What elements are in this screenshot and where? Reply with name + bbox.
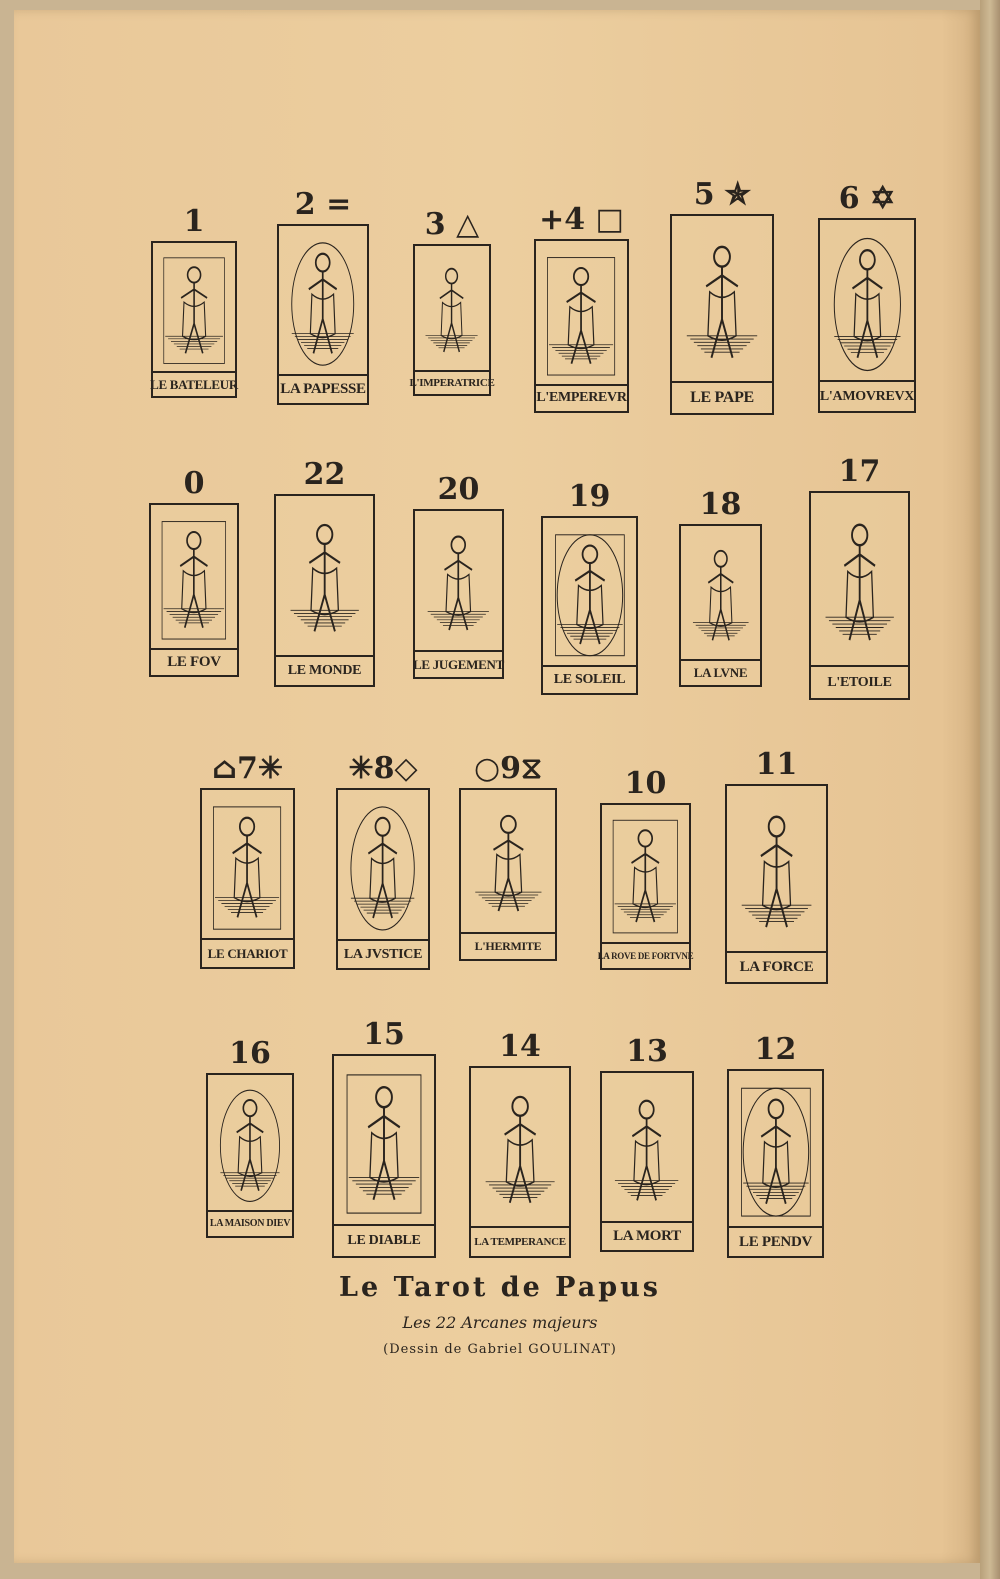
card-frame	[409, 244, 495, 396]
card-number: 10	[624, 766, 667, 801]
card-frame	[200, 788, 295, 969]
card-name: LA TEMPERANCE	[471, 1226, 569, 1256]
card-frame	[670, 214, 774, 415]
card-number: 16	[229, 1036, 271, 1071]
card-illustration	[282, 505, 367, 652]
card-number: 1	[183, 204, 205, 239]
tarot-card	[818, 182, 916, 413]
card-number: 17	[838, 454, 881, 489]
card-frame	[818, 218, 916, 413]
tarot-card	[534, 203, 629, 413]
card-name: L'IMPERATRICE	[415, 370, 489, 394]
card-name: LE BATELEUR	[153, 371, 235, 396]
card-illustration	[735, 1080, 817, 1224]
tarot-card	[469, 1030, 571, 1258]
tarot-card	[727, 1033, 824, 1258]
card-frame	[534, 239, 629, 413]
card-illustration	[541, 250, 621, 383]
card-frame	[459, 788, 557, 961]
card-name: LE CHARIOT	[202, 938, 293, 967]
tarot-card	[151, 205, 237, 398]
card-name: LA PAPESSE	[279, 374, 367, 403]
tarot-card	[332, 1018, 436, 1258]
card-name: LA MORT	[602, 1221, 692, 1250]
card-illustration	[213, 1083, 287, 1209]
card-illustration	[340, 1066, 428, 1222]
card-number: ○9⧖	[473, 751, 543, 786]
card-illustration	[420, 519, 497, 648]
card-illustration	[733, 796, 820, 949]
card-illustration	[826, 230, 909, 379]
card-illustration	[607, 1082, 686, 1220]
card-frame	[600, 1071, 694, 1252]
card-name: LE PAPE	[672, 381, 772, 413]
tarot-card	[336, 752, 430, 970]
card-number: 12	[754, 1032, 797, 1067]
card-number: 15	[363, 1017, 405, 1052]
card-illustration	[549, 527, 631, 664]
card-number: 22	[303, 457, 346, 492]
card-number: 14	[499, 1029, 541, 1064]
tarot-card	[670, 178, 774, 415]
card-frame	[274, 494, 375, 687]
card-frame	[725, 784, 828, 984]
card-illustration	[419, 253, 484, 368]
card-illustration	[343, 799, 422, 938]
card-name: LA FORCE	[727, 951, 826, 982]
card-name: LE FOV	[151, 648, 237, 676]
card-frame	[727, 1069, 824, 1258]
card-name: LE DIABLE	[334, 1224, 434, 1256]
card-name: LA ROVE DE FORTVNE	[602, 942, 689, 968]
tarot-card	[809, 455, 910, 700]
card-number: 18	[699, 487, 742, 522]
tarot-card	[413, 473, 504, 679]
card-frame	[206, 1073, 294, 1238]
card-number: 6 ✡	[838, 181, 896, 216]
card-number: 5 ✯	[693, 177, 751, 212]
tarot-card	[459, 752, 557, 961]
card-frame	[809, 491, 910, 700]
card-illustration	[686, 534, 756, 658]
card-name: LA LVNE	[681, 659, 760, 685]
tarot-card	[600, 1035, 694, 1252]
card-number: ✳8◇	[348, 751, 418, 786]
card-name: L'EMPEREVR	[536, 384, 627, 412]
card-illustration	[467, 798, 550, 930]
caption-subtitle: Les 22 Arcanes majeurs	[402, 1313, 598, 1332]
caption-credit: (Dessin de Gabriel GOULINAT)	[383, 1342, 617, 1357]
card-illustration	[817, 503, 902, 663]
card-frame	[541, 516, 638, 695]
card-frame	[149, 503, 239, 677]
tarot-card	[541, 480, 638, 695]
caption-title: Le Tarot de Papus	[339, 1272, 661, 1303]
card-number: 0	[183, 466, 205, 501]
card-illustration	[156, 514, 232, 647]
card-frame	[679, 524, 762, 687]
card-name: LA JVSTICE	[338, 939, 428, 968]
card-number: 11	[755, 747, 798, 782]
card-frame	[597, 803, 694, 970]
tarot-card	[274, 458, 375, 687]
card-name: L'ETOILE	[811, 665, 908, 698]
card-number: 20	[437, 472, 480, 507]
card-name: LE JUGEMENT	[415, 650, 502, 677]
tarot-card	[200, 752, 295, 969]
tarot-card	[149, 467, 239, 677]
card-frame	[151, 241, 237, 398]
card-number: +4 □	[539, 202, 624, 237]
tarot-card	[725, 748, 828, 984]
card-illustration	[284, 235, 361, 373]
card-number: ⌂7✳	[211, 751, 284, 786]
card-frame	[413, 509, 504, 679]
tarot-card	[409, 207, 495, 396]
card-frame	[332, 1054, 436, 1258]
card-frame	[277, 224, 369, 405]
card-number: 13	[626, 1034, 668, 1069]
card-frame	[336, 788, 430, 970]
tarot-card	[206, 1037, 294, 1238]
card-illustration	[607, 813, 684, 940]
card-name: LA MAISON DIEV	[208, 1210, 292, 1236]
card-illustration	[158, 251, 230, 370]
tarot-card	[597, 766, 694, 970]
card-frame	[469, 1066, 571, 1258]
card-name: L'HERMITE	[461, 932, 555, 959]
card-name: LE PENDV	[729, 1226, 822, 1256]
card-illustration	[207, 799, 287, 937]
card-illustration	[477, 1077, 563, 1224]
tarot-card	[277, 188, 369, 405]
card-name: LE MONDE	[276, 655, 373, 685]
card-name: L'AMOVREVX	[820, 380, 914, 411]
tarot-card	[679, 488, 762, 687]
card-number: 3 △	[424, 207, 480, 242]
card-illustration	[678, 226, 766, 380]
card-number: 2 =	[294, 187, 352, 222]
card-number: 19	[568, 479, 611, 514]
card-name: LE SOLEIL	[543, 665, 636, 693]
